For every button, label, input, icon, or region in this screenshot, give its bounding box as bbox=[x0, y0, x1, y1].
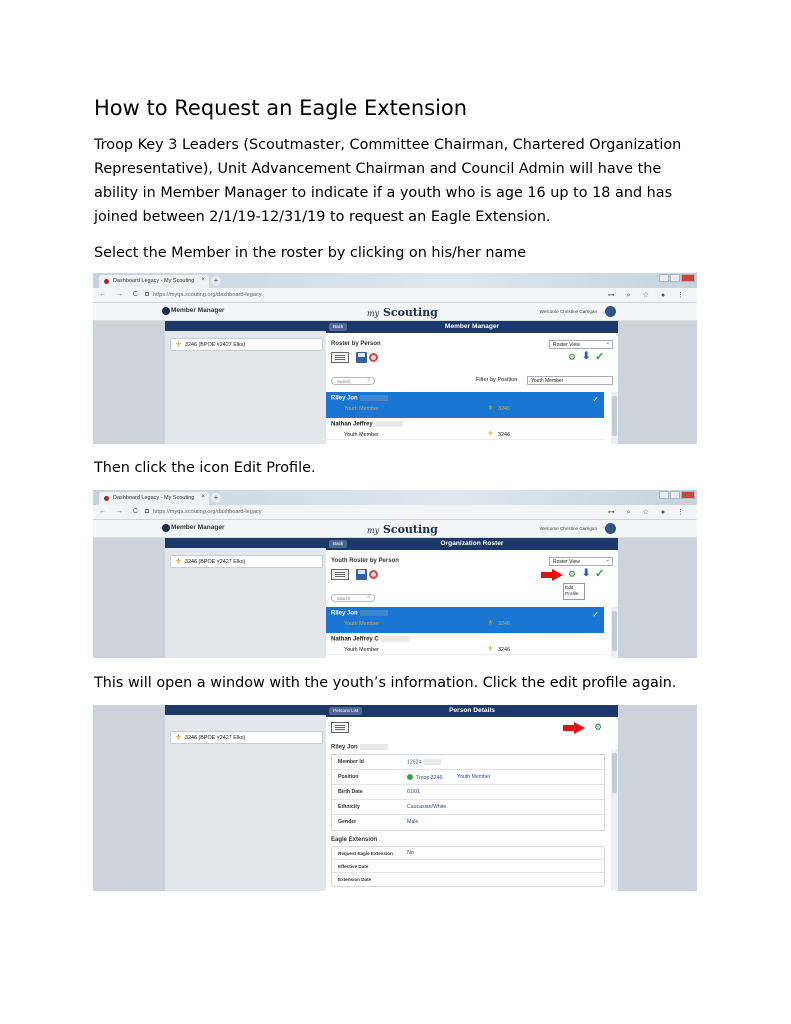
search-input[interactable]: Search ⌕ bbox=[331, 594, 375, 602]
screenshot-person-details bbox=[93, 705, 697, 891]
save-icon[interactable] bbox=[356, 352, 367, 363]
active-check-icon bbox=[407, 774, 413, 780]
app-header bbox=[93, 520, 697, 538]
tab-close-icon[interactable]: × bbox=[201, 277, 205, 283]
selected-check-icon: ✓ bbox=[592, 395, 599, 404]
maximize-button[interactable] bbox=[670, 274, 680, 282]
favicon-icon bbox=[104, 279, 109, 284]
detail-row: Member Id 12624 bbox=[332, 755, 604, 770]
unit-pane bbox=[165, 538, 327, 658]
detail-row: Ethnicity Caucasian/White bbox=[332, 800, 604, 815]
lock-icon bbox=[145, 292, 149, 296]
unit-pane bbox=[165, 321, 327, 444]
screenshot-edit-profile bbox=[93, 490, 697, 658]
pane-header: Persons List Person Details bbox=[326, 705, 618, 717]
person-details-pane bbox=[326, 705, 618, 891]
roster-title: Youth Roster by Person bbox=[331, 558, 399, 564]
tab-close-icon[interactable]: × bbox=[201, 494, 205, 500]
download-icon[interactable]: ⬇ bbox=[582, 351, 591, 362]
table-row[interactable]: Riley Jon Youth Member ⚜ 3246 ✓ bbox=[326, 392, 604, 418]
user-avatar[interactable] bbox=[605, 306, 616, 317]
edit-profile-icon[interactable]: ⚙ bbox=[594, 722, 603, 732]
fleur-de-lis-icon: ⚜ bbox=[487, 431, 494, 438]
edit-profile-icon[interactable]: ⚙ bbox=[568, 569, 577, 579]
scrollbar[interactable] bbox=[611, 607, 618, 658]
edit-profile-icon[interactable]: ⚙ bbox=[568, 352, 577, 362]
search-input[interactable]: Search ⌕ bbox=[331, 377, 375, 385]
screenshot-roster bbox=[93, 273, 697, 444]
new-tab-button[interactable]: + bbox=[211, 276, 221, 286]
persons-list-button[interactable]: Persons List bbox=[329, 707, 362, 715]
module-label[interactable]: Member Manager bbox=[171, 524, 225, 531]
step2-caption: Then click the icon Edit Profile. bbox=[94, 460, 316, 476]
id-card-icon[interactable] bbox=[331, 722, 349, 733]
eagle-row: Effective Date bbox=[332, 860, 604, 873]
details-table bbox=[331, 754, 605, 831]
step3-caption: This will open a window with the youth’s information. Click the edit profile again. bbox=[94, 675, 677, 691]
pane-header: Back Organization Roster bbox=[326, 538, 618, 550]
unit-item[interactable]: ⚜ 3246 (BPOE #2427 Elks) bbox=[170, 731, 323, 744]
user-avatar[interactable] bbox=[605, 523, 616, 534]
confirm-check-icon[interactable]: ✓ bbox=[595, 568, 605, 580]
fleur-de-lis-icon: ⚜ bbox=[487, 620, 494, 627]
browser-tab[interactable]: Dashboard Legacy - My Scouting × bbox=[99, 492, 209, 505]
table-row[interactable]: Nathan Jeffrey C Youth Member ⚜ 3246 bbox=[326, 633, 604, 655]
roster-pane bbox=[326, 321, 618, 444]
brand-logo: my Scouting bbox=[367, 306, 438, 319]
scrollbar[interactable] bbox=[611, 749, 618, 891]
brand-logo: my Scouting bbox=[367, 523, 438, 536]
back-button[interactable]: Back bbox=[329, 540, 347, 548]
browser-tab-bar bbox=[93, 490, 697, 505]
window-close-button[interactable] bbox=[681, 491, 695, 499]
minimize-button[interactable] bbox=[659, 274, 669, 282]
member-manager-icon bbox=[162, 307, 170, 315]
module-label[interactable]: Member Manager bbox=[171, 307, 225, 314]
document-title: How to Request an Eagle Extension bbox=[94, 96, 468, 120]
table-row[interactable]: Nathan Jeffrey Youth Member ⚜ 3246 bbox=[326, 418, 604, 440]
welcome-text: Welcome Christine Carrigan bbox=[539, 526, 597, 531]
eagle-row: Extension Date bbox=[338, 877, 372, 882]
detail-row: Birth Date 01/01 bbox=[332, 785, 604, 800]
browser-tab-bar bbox=[93, 273, 697, 288]
eagle-extension-title: Eagle Extension bbox=[331, 837, 378, 843]
alert-icon[interactable] bbox=[369, 570, 378, 579]
minimize-button[interactable] bbox=[659, 491, 669, 499]
download-icon[interactable]: ⬇ bbox=[582, 568, 591, 579]
eagle-row: Request Eagle Extension No bbox=[332, 847, 604, 860]
save-icon[interactable] bbox=[356, 569, 367, 580]
table-row[interactable]: Riley Jon Youth Member ⚜ 3246 ✓ bbox=[326, 607, 604, 633]
detail-row: Gender Male bbox=[338, 819, 419, 825]
id-card-icon[interactable] bbox=[331, 352, 349, 363]
browser-toolbar-icons[interactable]: ⊶ ⌕ ☆ ● ⋮ bbox=[607, 292, 689, 299]
app-header bbox=[93, 303, 697, 321]
position-filter-select[interactable]: Youth Member bbox=[527, 376, 613, 385]
red-arrow-pointer bbox=[563, 722, 585, 734]
address-bar bbox=[93, 505, 697, 520]
view-select[interactable]: Roster View ⌄ bbox=[549, 340, 613, 349]
id-card-icon[interactable] bbox=[331, 569, 349, 580]
nav-buttons[interactable]: ← → C bbox=[99, 291, 142, 298]
confirm-check-icon[interactable]: ✓ bbox=[595, 351, 605, 363]
unit-pane bbox=[165, 705, 327, 891]
alert-icon[interactable] bbox=[369, 353, 378, 362]
fleur-de-lis-icon: ⚜ bbox=[487, 646, 494, 653]
pane-header: Back Member Manager bbox=[326, 321, 618, 333]
step1-caption: Select the Member in the roster by clicking on his/her name bbox=[94, 245, 527, 261]
scrollbar[interactable] bbox=[611, 392, 618, 444]
maximize-button[interactable] bbox=[670, 491, 680, 499]
lock-icon bbox=[145, 509, 149, 513]
view-select[interactable]: Roster View ⌄ bbox=[549, 557, 613, 566]
edit-profile-tooltip: Edit Profile bbox=[563, 583, 585, 600]
fleur-de-lis-icon: ⚜ bbox=[174, 733, 183, 742]
roster-title: Roster by Person bbox=[331, 341, 381, 347]
unit-item[interactable]: ⚜ 3246 (BPOE #2427 Elks) bbox=[170, 338, 323, 351]
back-button[interactable]: Back bbox=[329, 323, 347, 331]
welcome-text: Welcome Christine Carrigan bbox=[539, 309, 597, 314]
fleur-de-lis-icon: ⚜ bbox=[174, 340, 183, 349]
browser-toolbar-icons[interactable]: ⊶ ⌕ ☆ ● ⋮ bbox=[607, 509, 689, 516]
window-controls bbox=[659, 491, 695, 499]
person-name: Riley Jon bbox=[331, 744, 388, 751]
detail-row: Position Troop 3246 Youth Member bbox=[332, 770, 604, 785]
browser-tab[interactable]: Dashboard Legacy - My Scouting × bbox=[99, 275, 209, 288]
member-manager-icon bbox=[162, 524, 170, 532]
filter-label: Filter by Position bbox=[476, 377, 518, 383]
intro-paragraph: Troop Key 3 Leaders (Scoutmaster, Committee Chairman, Chartered Organization Representative), Unit Advancement Chairman and Council Admin will have the ability in Member Manager to indicate if a youth who is age 16 up to 18 and has joined between 2/1/19-12/31/19 to request an Eagle Extension. bbox=[94, 137, 682, 225]
roster-pane bbox=[326, 538, 618, 658]
fleur-de-lis-icon: ⚜ bbox=[487, 405, 494, 412]
url-field[interactable]: https://myqa.scouting.org/dashboard-legacy bbox=[145, 292, 262, 298]
url-field[interactable]: https://myqa.scouting.org/dashboard-legacy bbox=[145, 509, 262, 515]
selected-check-icon: ✓ bbox=[592, 610, 599, 619]
address-bar bbox=[93, 288, 697, 303]
new-tab-button[interactable]: + bbox=[211, 493, 221, 503]
window-close-button[interactable] bbox=[681, 274, 695, 282]
window-controls bbox=[659, 274, 695, 282]
red-arrow-pointer bbox=[541, 569, 563, 581]
nav-buttons[interactable]: ← → C bbox=[99, 508, 142, 515]
unit-item[interactable]: ⚜ 3246 (BPOE #2427 Elks) bbox=[170, 555, 323, 568]
favicon-icon bbox=[104, 496, 109, 501]
fleur-de-lis-icon: ⚜ bbox=[174, 557, 183, 566]
eagle-extension-table bbox=[331, 846, 605, 887]
